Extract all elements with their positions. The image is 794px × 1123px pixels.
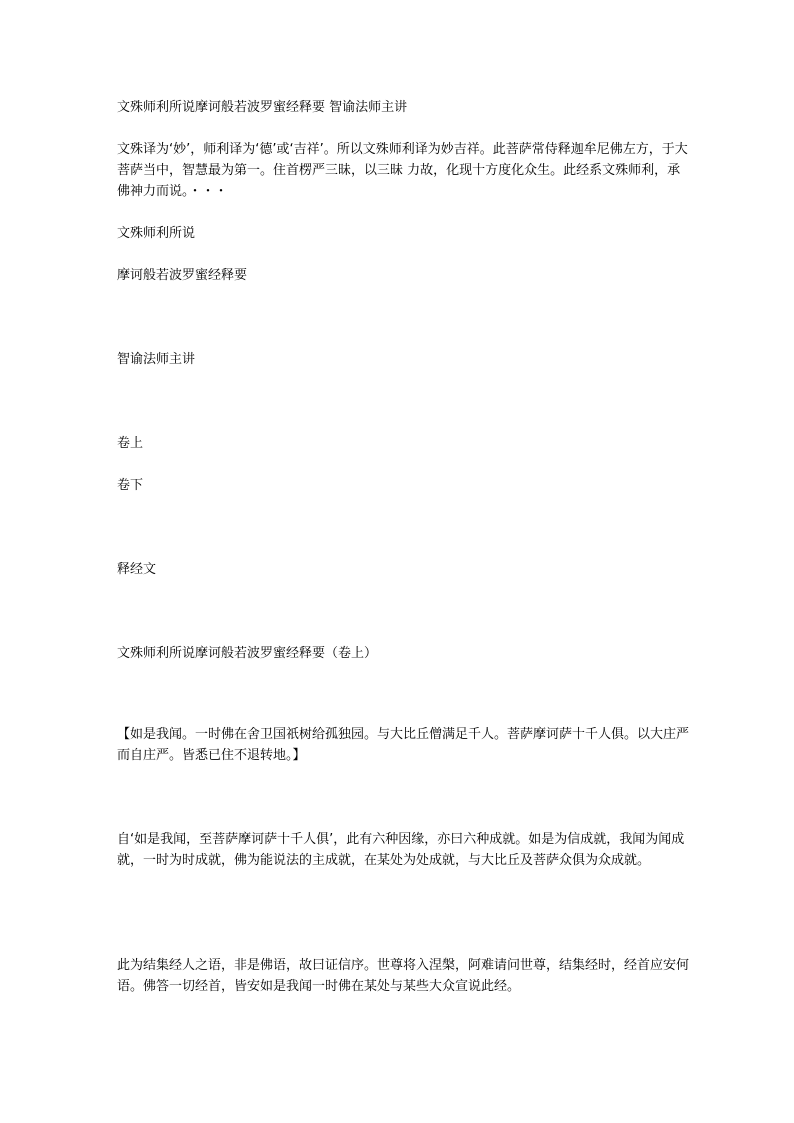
volume-upper: 卷上: [117, 436, 144, 451]
heading-sutra-name: 摩诃般若波罗蜜经释要: [117, 268, 248, 283]
commentary-paragraph: 自‘如是我闻，至菩萨摩诃萨十千人俱’，此有六种因缘，亦曰六种成就。如是为信成就，我闻为闻成就，一时为时成就，佛为能说法的主成就，在某处为处成就，与大比丘及菩萨众俱为众成就。: [117, 832, 685, 868]
heading-wenshu: 文殊师利所说: [117, 226, 196, 241]
commentary-paragraph: 此为结集经人之语，非是佛语，故曰证信序。世尊将入涅槃，阿难请问世尊，结集经时，经首应安何语。佛答一切经首，皆安如是我闻一时佛在某处与某些大众宣说此经。: [117, 958, 690, 994]
sutra-quote: 【如是我闻。一时佛在舍卫国祇树给孤独园。与大比丘僧满足千人。菩萨摩诃萨十千人俱。以大庄严而自庄严。皆悉已住不退转地。】: [117, 727, 690, 763]
chapter-title: 文殊师利所说摩诃般若波罗蜜经释要（卷上）: [117, 646, 378, 661]
volume-lower: 卷下: [117, 478, 144, 493]
document-title-line: 文殊师利所说摩诃般若波罗蜜经释要 智谕法师主讲: [117, 100, 408, 115]
intro-paragraph: 文殊译为‘妙’，师利译为‘德’或‘吉祥’。所以文殊师利译为妙吉祥。此菩萨常侍释迦牟尼佛左方，于大菩萨当中，智慧最为第一。住首楞严三昧，以三昧 力故，化现十方度化众生。此经系文殊师利，承佛神力而说。・・・: [117, 142, 688, 199]
lecturer-line: 智谕法师主讲: [117, 352, 196, 367]
section-label: 释经文: [117, 562, 157, 577]
